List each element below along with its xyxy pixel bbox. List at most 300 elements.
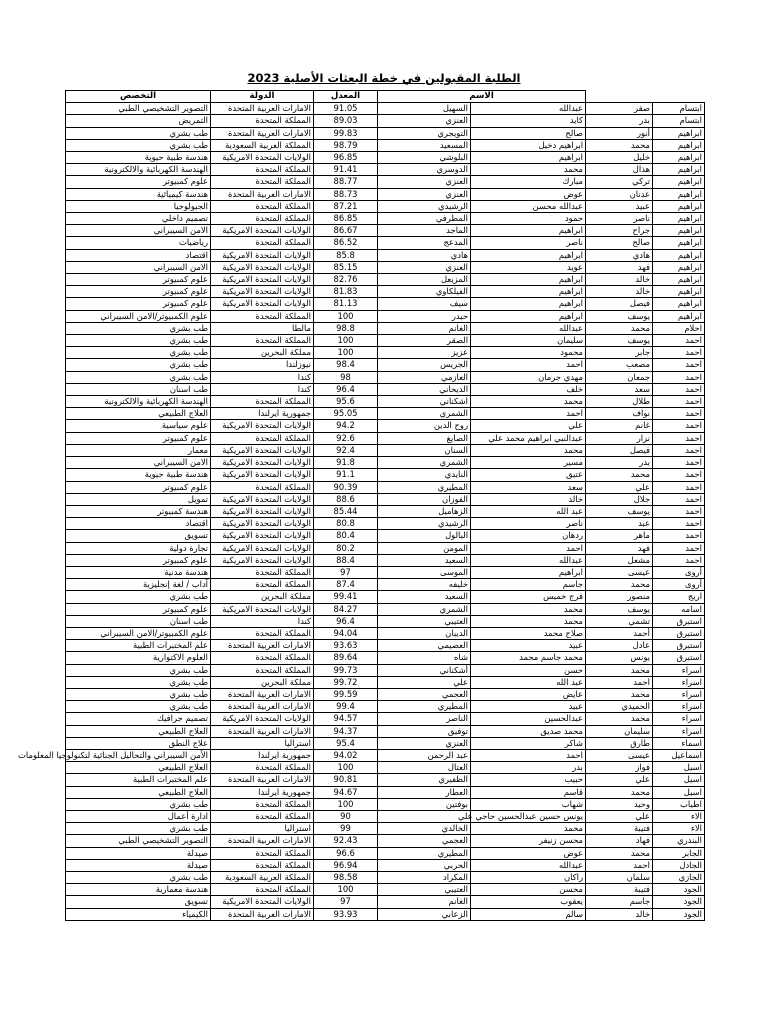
father-name-cell: نواف	[586, 408, 653, 420]
father-name-cell: وحيد	[586, 798, 653, 810]
table-row	[66, 566, 705, 578]
family-name-cell: الشمري	[378, 408, 471, 420]
father-name-cell: فهاد	[586, 835, 653, 847]
country-cell: جمهورية ايرلندا	[211, 408, 314, 420]
major-cell: التصوير التشخيصي الطبي	[66, 835, 211, 847]
gpa-cell: 96.6	[314, 847, 378, 859]
father-name-cell: هذال	[586, 164, 653, 176]
first-name-cell: ابراهيم	[653, 237, 705, 249]
major-cell: اقتصاد	[66, 249, 211, 261]
gpa-cell: 98.79	[314, 139, 378, 151]
father-name-cell: علي	[586, 774, 653, 786]
country-cell: المملكة المتحدة	[211, 664, 314, 676]
gpa-cell: 89.64	[314, 652, 378, 664]
major-cell: الامن السيبراني	[66, 261, 211, 273]
gpa-cell: 86.67	[314, 225, 378, 237]
family-name-cell: المسعيد	[378, 139, 471, 151]
first-name-cell: الاء	[653, 810, 705, 822]
family-name-cell: الشمري	[378, 457, 471, 469]
major-cell: الامن السيبراني	[66, 457, 211, 469]
grandfather-name-cell: محسن زنيفر	[471, 835, 586, 847]
grandfather-name-cell: عبدالحسين	[471, 713, 586, 725]
family-name-cell: توفيق	[378, 725, 471, 737]
major-cell: هندسة طبية حيوية	[66, 469, 211, 481]
father-name-cell: جراح	[586, 225, 653, 237]
father-name-cell: منصور	[586, 591, 653, 603]
gpa-cell: 93.93	[314, 908, 378, 920]
first-name-cell: احمد	[653, 396, 705, 408]
first-name-cell: احمد	[653, 554, 705, 566]
family-name-cell: الدوسري	[378, 164, 471, 176]
grandfather-name-cell: محمد	[471, 444, 586, 456]
major-cell: الامن السيبراني	[66, 225, 211, 237]
family-name-cell: البلوشي	[378, 152, 471, 164]
first-name-cell: اسيل	[653, 786, 705, 798]
grandfather-name-cell: محمد	[471, 823, 586, 835]
major-cell: طب بشري	[66, 371, 211, 383]
country-cell: المملكة العربية السعودية	[211, 872, 314, 884]
table-row	[66, 737, 705, 749]
table-row	[66, 213, 705, 225]
gpa-cell: 94.67	[314, 786, 378, 798]
major-cell: تسويق	[66, 896, 211, 908]
first-name-cell: ابراهيم	[653, 213, 705, 225]
first-name-cell: أروى	[653, 566, 705, 578]
major-cell: التمريض	[66, 115, 211, 127]
family-name-cell: الديبان	[378, 627, 471, 639]
country-cell: مملكة البحرين	[211, 591, 314, 603]
family-name-cell: العنزي	[378, 737, 471, 749]
family-name-cell: المطيري	[378, 701, 471, 713]
major-cell: طب اسنان	[66, 383, 211, 395]
country-cell: المملكة العربية السعودية	[211, 139, 314, 151]
gpa-cell: 87.21	[314, 200, 378, 212]
grandfather-name-cell: حبيب	[471, 774, 586, 786]
family-name-cell: العجمي	[378, 835, 471, 847]
grandfather-name-cell: بدر	[471, 762, 586, 774]
family-name-cell: بوفتين	[378, 798, 471, 810]
father-name-cell: تشمي	[586, 615, 653, 627]
major-cell: طب بشري	[66, 591, 211, 603]
grandfather-name-cell: راكان	[471, 872, 586, 884]
country-cell: المملكة المتحدة	[211, 310, 314, 322]
table-row	[66, 274, 705, 286]
father-name-cell: صالح	[586, 237, 653, 249]
father-name-cell: محمد	[586, 139, 653, 151]
first-name-cell: احمد	[653, 542, 705, 554]
family-name-cell: سيف	[378, 298, 471, 310]
father-name-cell: محمد	[586, 322, 653, 334]
grandfather-name-cell: عبدالله	[471, 859, 586, 871]
major-cell: العلاج الطبيعي	[66, 725, 211, 737]
family-name-cell: المدعج	[378, 237, 471, 249]
grandfather-name-cell: ردهان	[471, 530, 586, 542]
grandfather-name-cell: مهدي جرمان	[471, 371, 586, 383]
gpa-cell: 91.1	[314, 469, 378, 481]
grandfather-name-cell: سعد	[471, 481, 586, 493]
family-name-cell: العتيبي	[378, 615, 471, 627]
first-name-cell: احمد	[653, 371, 705, 383]
major-cell: الجيولوجيا	[66, 200, 211, 212]
country-cell: مملكة البحرين	[211, 676, 314, 688]
father-name-cell: يوسف	[586, 335, 653, 347]
major-cell: العلاج الطبيعي	[66, 762, 211, 774]
grandfather-name-cell: عبد الله	[471, 505, 586, 517]
table-row	[66, 152, 705, 164]
first-name-cell: ابراهيم	[653, 176, 705, 188]
grandfather-name-cell: محمد صديق	[471, 725, 586, 737]
grandfather-name-cell: ابراهيم	[471, 249, 586, 261]
father-name-cell: فتيبة	[586, 823, 653, 835]
gpa-cell: 88.73	[314, 188, 378, 200]
family-name-cell: السعيد	[378, 554, 471, 566]
grandfather-name-cell: احمد	[471, 359, 586, 371]
country-cell: المملكة المتحدة	[211, 762, 314, 774]
gpa-cell: 97	[314, 566, 378, 578]
father-name-cell: الحميدي	[586, 701, 653, 713]
grandfather-name-cell: عبيد	[471, 640, 586, 652]
table-row	[66, 884, 705, 896]
table-row	[66, 127, 705, 139]
table-header-row	[66, 91, 705, 103]
gpa-cell: 99.4	[314, 701, 378, 713]
country-cell: المملكة المتحدة	[211, 884, 314, 896]
gpa-cell: 98.8	[314, 322, 378, 334]
major-cell: علوم سياسية	[66, 420, 211, 432]
gpa-cell: 99.41	[314, 591, 378, 603]
country-cell: الولايات المتحدة الامريكية	[211, 249, 314, 261]
table-row	[66, 103, 705, 115]
country-cell: المملكة المتحدة	[211, 652, 314, 664]
table-row	[66, 225, 705, 237]
major-cell: طب بشري	[66, 347, 211, 359]
country-cell: المملكة المتحدة	[211, 579, 314, 591]
major-cell: هندسة مدنية	[66, 566, 211, 578]
grandfather-name-cell: صلاح محمد	[471, 627, 586, 639]
header-country: الدولة	[211, 91, 314, 103]
gpa-cell: 81.83	[314, 286, 378, 298]
major-cell: علوم كمبيوتر	[66, 176, 211, 188]
major-cell: طب بشري	[66, 359, 211, 371]
gpa-cell: 89.03	[314, 115, 378, 127]
family-name-cell: المزيعل	[378, 274, 471, 286]
country-cell: المملكة المتحدة	[211, 213, 314, 225]
grandfather-name-cell: عبيد	[471, 701, 586, 713]
first-name-cell: ابراهيم	[653, 164, 705, 176]
family-name-cell: أشكناني	[378, 664, 471, 676]
gpa-cell: 100	[314, 347, 378, 359]
grandfather-name-cell: قاسم	[471, 786, 586, 798]
grandfather-name-cell: ابراهيم	[471, 225, 586, 237]
family-name-cell: العتال	[378, 762, 471, 774]
table-row	[66, 774, 705, 786]
gpa-cell: 95.6	[314, 396, 378, 408]
grandfather-name-cell: شاكر	[471, 737, 586, 749]
major-cell: تصميم داخلي	[66, 213, 211, 225]
major-cell: علم المختبرات الطبية	[66, 774, 211, 786]
grandfather-name-cell: محمد	[471, 603, 586, 615]
first-name-cell: احمد	[653, 335, 705, 347]
grandfather-name-cell: مبارك	[471, 176, 586, 188]
father-name-cell: عيسى	[586, 749, 653, 761]
grandfather-name-cell: عبدالنبي ابراهيم محمد علي	[471, 432, 586, 444]
father-name-cell: غانم	[586, 420, 653, 432]
grandfather-name-cell: محمد	[471, 615, 586, 627]
family-name-cell: الموسى	[378, 566, 471, 578]
first-name-cell: ابراهيم	[653, 200, 705, 212]
grandfather-name-cell: جاسم	[471, 579, 586, 591]
family-name-cell: العنزي	[378, 261, 471, 273]
country-cell: المملكة المتحدة	[211, 847, 314, 859]
first-name-cell: ابتسام	[653, 115, 705, 127]
gpa-cell: 97	[314, 896, 378, 908]
first-name-cell: اسراء	[653, 688, 705, 700]
major-cell: العلاج الطبيعي	[66, 408, 211, 420]
table-row	[66, 640, 705, 652]
first-name-cell: الجود	[653, 884, 705, 896]
country-cell: الولايات المتحدة الامريكية	[211, 530, 314, 542]
family-name-cell: الشمري	[378, 603, 471, 615]
country-cell: الولايات المتحدة الامريكية	[211, 603, 314, 615]
gpa-cell: 99	[314, 823, 378, 835]
table-row	[66, 749, 705, 761]
family-name-cell: الخالدي	[378, 823, 471, 835]
gpa-cell: 93.63	[314, 640, 378, 652]
major-cell: اقتصاد	[66, 518, 211, 530]
major-cell: طب بشري	[66, 322, 211, 334]
major-cell: طب بشري	[66, 701, 211, 713]
gpa-cell: 90	[314, 810, 378, 822]
table-row	[66, 335, 705, 347]
first-name-cell: اريج	[653, 591, 705, 603]
father-name-cell: محمد	[586, 469, 653, 481]
family-name-cell: الزهاميل	[378, 505, 471, 517]
father-name-cell: طلال	[586, 396, 653, 408]
family-name-cell: الصقر	[378, 335, 471, 347]
first-name-cell: ابراهيم	[653, 152, 705, 164]
grandfather-name-cell: ابراهيم دخيل	[471, 139, 586, 151]
gpa-cell: 94.04	[314, 627, 378, 639]
first-name-cell: احمد	[653, 530, 705, 542]
grandfather-name-cell: يونس حسين عبدالحسين حاجي علي	[471, 810, 586, 822]
family-name-cell: الجريس	[378, 359, 471, 371]
country-cell: المملكة المتحدة	[211, 627, 314, 639]
country-cell: الولايات المتحدة الامريكية	[211, 152, 314, 164]
first-name-cell: اسراء	[653, 725, 705, 737]
table-row	[66, 249, 705, 261]
table-row	[66, 847, 705, 859]
family-name-cell: المكراد	[378, 872, 471, 884]
major-cell: الهندسة الكهربائية والالكترونية	[66, 164, 211, 176]
country-cell: كندا	[211, 615, 314, 627]
gpa-cell: 86.85	[314, 213, 378, 225]
major-cell: هندسة معمارية	[66, 884, 211, 896]
header-major: التخصص	[66, 91, 211, 103]
family-name-cell: عزيز	[378, 347, 471, 359]
father-name-cell: جابر	[586, 347, 653, 359]
gpa-cell: 96.4	[314, 383, 378, 395]
family-name-cell: السهيل	[378, 103, 471, 115]
father-name-cell: خالد	[586, 286, 653, 298]
table-row	[66, 859, 705, 871]
father-name-cell: عيسى	[586, 566, 653, 578]
first-name-cell: البندري	[653, 835, 705, 847]
father-name-cell: عدنان	[586, 188, 653, 200]
grandfather-name-cell: عبدالله	[471, 322, 586, 334]
family-name-cell: شاه	[378, 652, 471, 664]
first-name-cell: احمد	[653, 493, 705, 505]
family-name-cell: الرشيدي	[378, 518, 471, 530]
grandfather-name-cell: محمد جاسم محمد	[471, 652, 586, 664]
table-row	[66, 493, 705, 505]
table-row	[66, 518, 705, 530]
grandfather-name-cell: صالح	[471, 127, 586, 139]
grandfather-name-cell: علي	[471, 420, 586, 432]
gpa-cell: 84.27	[314, 603, 378, 615]
table-row	[66, 579, 705, 591]
table-row	[66, 530, 705, 542]
father-name-cell: مصعب	[586, 359, 653, 371]
father-name-cell: يوسف	[586, 310, 653, 322]
table-row	[66, 115, 705, 127]
gpa-cell: 80.2	[314, 542, 378, 554]
gpa-cell: 90.81	[314, 774, 378, 786]
table-row	[66, 713, 705, 725]
family-name-cell: المومن	[378, 542, 471, 554]
gpa-cell: 85.8	[314, 249, 378, 261]
grandfather-name-cell: عبد الله	[471, 676, 586, 688]
major-cell: تصميم جرافيك	[66, 713, 211, 725]
country-cell: المملكة المتحدة	[211, 335, 314, 347]
header-gpa: المعدل	[314, 91, 378, 103]
family-name-cell: العجمي	[378, 688, 471, 700]
family-name-cell: علي	[378, 676, 471, 688]
country-cell: المملكة المتحدة	[211, 810, 314, 822]
father-name-cell: احمد	[586, 676, 653, 688]
table-row	[66, 139, 705, 151]
gpa-cell: 95.4	[314, 737, 378, 749]
table-row	[66, 896, 705, 908]
students-table	[18, 90, 704, 921]
grandfather-name-cell: ناصر	[471, 518, 586, 530]
first-name-cell: اسامه	[653, 603, 705, 615]
table-row	[66, 396, 705, 408]
first-name-cell: اسماء	[653, 737, 705, 749]
gpa-cell: 98.58	[314, 872, 378, 884]
family-name-cell: التويجري	[378, 127, 471, 139]
gpa-cell: 100	[314, 884, 378, 896]
family-name-cell: العنزي	[378, 176, 471, 188]
first-name-cell: ابراهيم	[653, 261, 705, 273]
grandfather-name-cell: احمد	[471, 749, 586, 761]
gpa-cell: 87.4	[314, 579, 378, 591]
country-cell: استراليا	[211, 823, 314, 835]
grandfather-name-cell: يعقوب	[471, 896, 586, 908]
first-name-cell: احلام	[653, 322, 705, 334]
document-title: الطلبة المقبولين في خطة البعثات الأصلية 2023	[247, 71, 521, 85]
grandfather-name-cell: ابراهيم	[471, 152, 586, 164]
first-name-cell: ابراهيم	[653, 249, 705, 261]
first-name-cell: اطياب	[653, 798, 705, 810]
father-name-cell: صقر	[586, 103, 653, 115]
gpa-cell: 80.4	[314, 530, 378, 542]
family-name-cell: العنزي	[378, 115, 471, 127]
table-row	[66, 286, 705, 298]
family-name-cell: حيدر	[378, 310, 471, 322]
country-cell: مالطا	[211, 322, 314, 334]
family-name-cell: السعيد	[378, 591, 471, 603]
country-cell: المملكة المتحدة	[211, 115, 314, 127]
major-cell: علوم كمبيوتر	[66, 432, 211, 444]
gpa-cell: 100	[314, 310, 378, 322]
gpa-cell: 91.8	[314, 457, 378, 469]
first-name-cell: احمد	[653, 457, 705, 469]
table-row	[66, 164, 705, 176]
gpa-cell: 88.4	[314, 554, 378, 566]
father-name-cell: فهد	[586, 261, 653, 273]
grandfather-name-cell: عبدالله	[471, 103, 586, 115]
header-name: الاسم	[378, 91, 586, 103]
family-name-cell: الناصر	[378, 713, 471, 725]
father-name-cell: فيصل	[586, 298, 653, 310]
first-name-cell: اسراء	[653, 701, 705, 713]
gpa-cell: 100	[314, 798, 378, 810]
major-cell: طب بشري	[66, 664, 211, 676]
father-name-cell: احمد	[586, 859, 653, 871]
table-row	[66, 237, 705, 249]
major-cell: علوم كمبيوتر	[66, 481, 211, 493]
family-name-cell: النايدي	[378, 469, 471, 481]
first-name-cell: اسراء	[653, 713, 705, 725]
father-name-cell: عادل	[586, 640, 653, 652]
major-cell: هندسة طبية حيوية	[66, 152, 211, 164]
table-row	[66, 505, 705, 517]
gpa-cell: 94.2	[314, 420, 378, 432]
family-name-cell: الزعابي	[378, 908, 471, 920]
grandfather-name-cell: خالد	[471, 493, 586, 505]
country-cell: الامارات العربية المتحدة	[211, 835, 314, 847]
table-row	[66, 261, 705, 273]
family-name-cell: الفيلكاوي	[378, 286, 471, 298]
gpa-cell: 99.59	[314, 688, 378, 700]
major-cell: معمار	[66, 444, 211, 456]
country-cell: مملكة البحرين	[211, 347, 314, 359]
major-cell: طب بشري	[66, 872, 211, 884]
country-cell: الامارات العربية المتحدة	[211, 774, 314, 786]
gpa-cell: 91.41	[314, 164, 378, 176]
first-name-cell: ابراهيم	[653, 298, 705, 310]
table-row	[66, 371, 705, 383]
family-name-cell: العازمي	[378, 371, 471, 383]
major-cell: تجارة دولية	[66, 542, 211, 554]
grandfather-name-cell: شهاب	[471, 798, 586, 810]
first-name-cell: احمد	[653, 347, 705, 359]
gpa-cell: 99.72	[314, 676, 378, 688]
table-row	[66, 310, 705, 322]
gpa-cell: 100	[314, 762, 378, 774]
country-cell: الولايات المتحدة الامريكية	[211, 713, 314, 725]
father-name-cell: نزار	[586, 432, 653, 444]
father-name-cell: محمد	[586, 664, 653, 676]
major-cell: هندسة كيميائية	[66, 188, 211, 200]
first-name-cell: ابراهيم	[653, 139, 705, 151]
father-name-cell: جاسم	[586, 896, 653, 908]
table-row	[66, 420, 705, 432]
family-name-cell: المطرفي	[378, 213, 471, 225]
first-name-cell: ابراهيم	[653, 225, 705, 237]
table-row	[66, 676, 705, 688]
country-cell: جمهورية ايرلندا	[211, 786, 314, 798]
